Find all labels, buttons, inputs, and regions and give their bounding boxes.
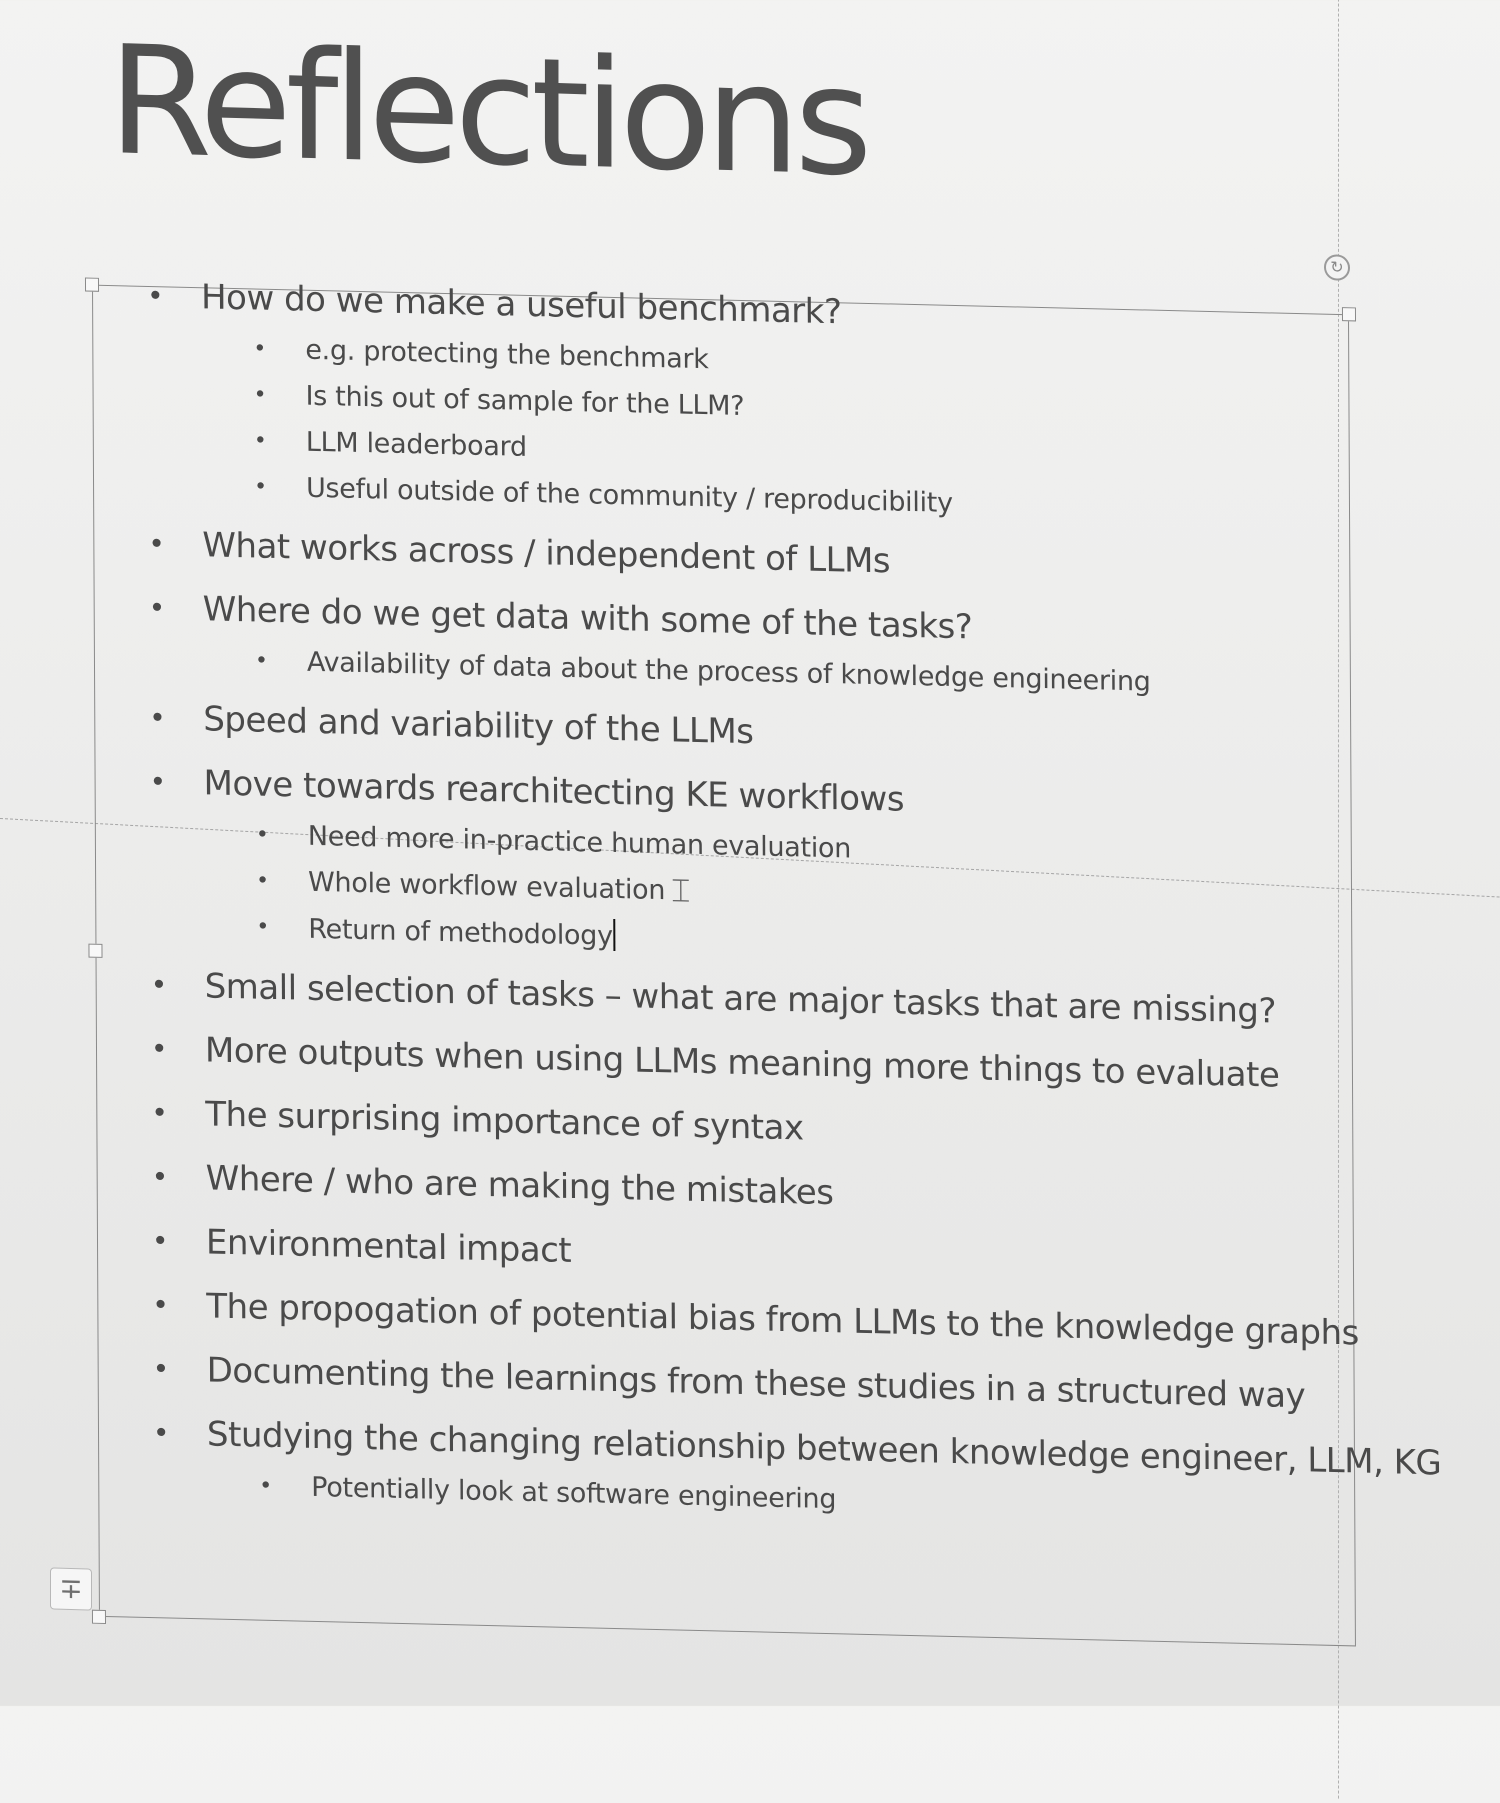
list-item[interactable]: • Move towards rearchitecting KE workflows xyxy=(155,761,1465,834)
resize-handle-left[interactable] xyxy=(88,944,102,958)
caret xyxy=(614,919,616,951)
rotate-icon[interactable]: ↻ xyxy=(1324,254,1350,281)
slide-title[interactable]: Reflections xyxy=(108,14,867,210)
resize-handle-top-left[interactable] xyxy=(85,277,99,291)
list-item[interactable]: • The surprising importance of syntax xyxy=(157,1092,1467,1165)
list-item[interactable]: • Where / who are making the mistakes xyxy=(158,1156,1468,1229)
list-item-text: Whole workflow evaluation xyxy=(308,866,666,907)
list-item[interactable]: • Where do we get data with some of the tasks? xyxy=(155,587,1465,660)
autofit-options-icon[interactable]: ∓ xyxy=(50,1567,92,1610)
list-item[interactable]: • Potentially look at software engineering xyxy=(159,1467,1469,1531)
list-item[interactable]: • e.g. protecting the benchmark xyxy=(153,330,1463,394)
list-item[interactable]: • More outputs when using LLMs meaning more things to evaluate xyxy=(157,1028,1467,1101)
list-item[interactable]: • Useful outside of the community / reproducibility xyxy=(154,468,1464,532)
list-item[interactable]: • Small selection of tasks – what are major tasks that are missing? xyxy=(157,964,1467,1037)
list-item[interactable]: • What works across / independent of LLMs xyxy=(154,523,1464,596)
list-item[interactable]: • The propogation of potential bias from LLMs to the knowledge graphs xyxy=(158,1284,1468,1357)
list-item[interactable]: • Environmental impact xyxy=(158,1220,1468,1293)
text-cursor-icon: ⌶ xyxy=(671,871,691,910)
list-item[interactable]: • Need more in-practice human evaluation xyxy=(156,816,1466,880)
list-item[interactable]: • Documenting the learnings from these studies in a structured way xyxy=(159,1348,1469,1421)
list-item[interactable]: • Availability of data about the process of knowledge engineering xyxy=(155,642,1465,706)
list-item-text: Return of methodology xyxy=(308,913,613,952)
content-placeholder[interactable] xyxy=(92,277,1442,1647)
list-item[interactable]: • How do we make a useful benchmark? xyxy=(153,275,1463,348)
list-item[interactable]: • Speed and variability of the LLMs xyxy=(155,697,1465,770)
bullet-list[interactable] xyxy=(153,275,1469,1531)
list-item[interactable]: • LLM leaderboard xyxy=(154,422,1464,486)
resize-handle-bottom-left[interactable] xyxy=(92,1610,106,1624)
list-item[interactable]: • Studying the changing relationship between knowledge engineer, LLM, KG xyxy=(159,1412,1469,1485)
list-item[interactable]: • Is this out of sample for the LLM? xyxy=(153,376,1463,440)
